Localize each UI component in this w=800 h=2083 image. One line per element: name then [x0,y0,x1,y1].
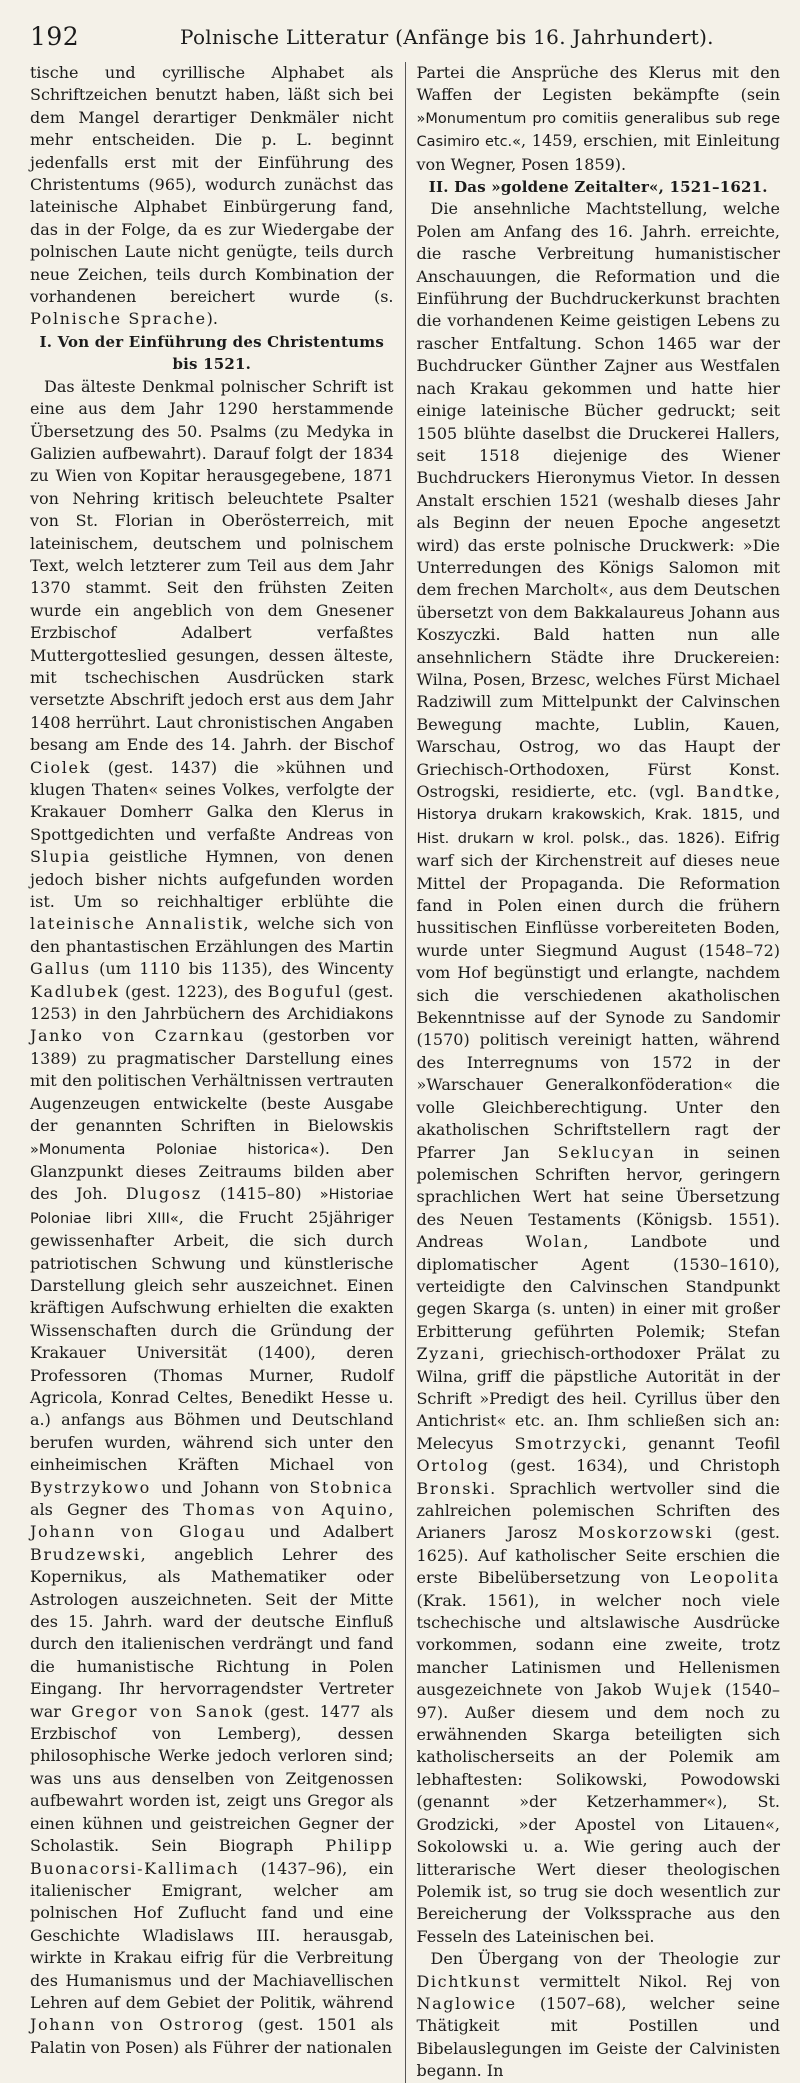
section-heading: I. Von der Einführung des Christentums bis 1521. [39,332,384,374]
page-number: 192 [30,22,80,51]
cross-reference[interactable]: Polnische Sprache [30,309,207,329]
right-column [406,62,781,2083]
paragraph: Das älteste Denkmal polnischer Schrift ist eine aus dem Jahr 1290 herstammende Übersetzung des 50. Psalms (zu Medyka in Galizien aufbewahrt). Darauf folgt der 1834 zu Wien von Kopitar herausgegebene, 1871 von Nehring kritisch beleuchtete Psalter von St. Florian in Oberösterreich, mit lateinischem, deutschem und polnischem Text, welch letzterer zum Teil aus dem Jahr 1370 stammt. Seit den frühsten Zeiten wurde ein angeblich von dem Gnesener Erzbischof Adalbert verfaßtes Muttergotteslied gesungen, dessen älteste, mit tschechischen Ausdrücken stark versetzte Abschrift jedoch erst aus dem Jahr 1408 herrührt. Laut chronistischen Angaben besang am Ende des 14. Jahrh. der Bischof Ciolek (gest. 1437) die »kühnen und klugen Thaten« seines Volkes, verfolgte der Krakauer Domherr Galka den Klerus in Spottgedichten und verfaßte Andreas von Slupia geistliche Hymnen, von denen jedoch bisher nichts aufgefunden worden ist. Um so reichhaltiger erblühte die lateinische Annalistik, welche sich von den phantastischen Erzählungen des Martin Gallus (um 1110 bis 1135), des Wincenty Kadlubek (gest. 1223), des Boguful (gest. 1253) in den Jahrbüchern des Archidiakons Janko von Czarnkau (gestorben vor 1389) zu pragmatischer Darstellung eines mit den politischen Verhältnissen vertrauten Augenzeugen entwickelte (beste Ausgabe der genannten Schriften in Bielowskis »Monumenta Poloniae historica«). Den Glanzpunkt dieses Zeitraums bilden aber des Joh. Dlugosz (1415–80) »Historiae Poloniae libri XIII«, die Frucht 25jähriger gewissenhafter Arbeit, die sich durch patriotischen Schwung und künstlerische Darstellung gleich sehr auszeichnet. Einen kräftigen Aufschwung erhielten die exakten Wissenschaften durch die Gründung der Krakauer Universität (1400), deren Professoren (Thomas Murner, Rudolf Agricola, Konrad Celtes, Benedikt Hesse u. a.) anfangs aus Böhmen und Deutschland berufen wurden, während sich unter den einheimischen Kräften Michael von Bystrzykowo und Johann von Stobnica als Gegner des Thomas von Aquino, Johann von Glogau und Adalbert Brudzewski, angeblich Lehrer des Kopernikus, als Mathematiker oder Astrologen auszeichneten. Seit der Mitte des 15. Jahrh. ward der deutsche Einfluß durch den italienischen verdrängt und fand die humanistische Richtung in Polen Eingang. Ihr hervorragendster Vertreter war Gregor von Sanok (gest. 1477 als Erzbischof von Lemberg), dessen philosophische Werke jedoch verloren sind; was uns aus denselben von Zeitgenossen aufbewahrt worden ist, zeigt uns Gregor als einen kühnen und geistreichen Gegner der Scholastik. Sein Biograph Philipp Buonacorsi-Kallimach (1437–96), ein italienischer Emigrant, welcher am polnischen Hof Zuflucht fand und eine Geschichte Wladislaws III. herausgab, wirkte in Krakau eifrig für die Verbreitung des Humanismus und der Machiavellischen Lehren auf dem Gebiet der Politik, während Johann von Ostrorog (gest. 1501 als Palatin von Posen) als Führer der nationalen [30,376,394,2057]
paragraph: tische und cyrillische Alphabet als Schriftzeichen benutzt haben, läßt sich bei dem Mangel derartiger Denkmäler nicht mehr entscheiden. Die p. L. beginnt jedenfalls erst mit der Einführung des Christentums (965), wodurch zunächst das lateinische Alphabet Einbürgerung fand, das in der Folge, da es zur Wiedergabe der polnischen Laute nicht genügte, teils durch neue Zeichen, teils durch Kombination der vorhandenen bereichert wurde (s. Polnische Sprache). [30,63,394,329]
running-head: Polnische Litteratur (Anfänge bis 16. Jahrhundert). [180,25,714,49]
paragraph: Die ansehnliche Machtstellung, welche Polen am Anfang des 16. Jahrh. erreichte, die rasche Verbreitung humanistischer Anschauungen, die Reformation und die Einführung der Buchdruckerkunst brachten die vorhandenen Keime geistigen Lebens zu rascher Entfaltung. Schon 1465 war der Buchdrucker Günther Zajner aus Westfalen nach Krakau gekommen und hatte hier einige lateinische Bücher gedruckt; seit 1505 blühte daselbst die Druckerei Hallers, seit 1518 diejenige des Wiener Buchdruckers Hieronymus Vietor. In dessen Anstalt erschien 1521 (weshalb dieses Jahr als Beginn der neuen Epoche angesetzt wird) das erste polnische Druckwerk: »Die Unterredungen des Königs Salomon mit dem frechen Marcholt«, aus dem Deutschen übersetzt von dem Bakkalaureus Johann aus Koszyczki. Bald hatten nun alle ansehnlichern Städte ihre Druckereien: Wilna, Posen, Brzesc, welches Fürst Michael Radziwill zum Mittelpunkt der Calvinschen Bewegung machte, Lublin, Kauen, Warschau, Ostrog, wo das Haupt der Griechisch-Orthodoxen, Fürst Konst. Ostrogski, residierte, etc. (vgl. Bandtke, Historya drukarn krakowskich, Krak. 1815, und Hist. drukarn w krol. polsk., das. 1826). Eifrig warf sich der Kirchenstreit auf dieses neue Mittel der Propaganda. Die Reformation fand in Polen einen durch die frühern hussitischen Einflüsse vorbereiteten Boden, wurde unter Siegmund August (1548–72) vom Hof begünstigt und erlangte, nachdem sich die verschiedenen akatholischen Bekenntnisse auf der Synode zu Sandomir (1570) politisch vereinigt hatten, während des Interregnums von 1572 in der »Warschauer Generalkonföderation« die volle Gleichberechtigung. Unter den akatholischen Schriftstellern ragt der Pfarrer Jan Seklucyan in seinen polemischen Schriften hervor, geringern sprachlichen Wert hat seine Übersetzung des Neuen Testaments (Königsb. 1551). Andreas Wolan, Landbote und diplomatischer Agent (1530–1610), verteidigte den Calvinschen Standpunkt gegen Skarga (s. unten) in einer mit großer Erbitterung geführten Polemik; Stefan Zyzani, griechisch-orthodoxer Prälat zu Wilna, griff die päpstliche Autorität in der Schrift »Predigt des heil. Cyrillus über den Antichrist« etc. an. Ihm schließen sich an: Melecyus Smotrzycki, genannt Teofil Ortolog (gest. 1634), und Christoph Bronski. Sprachlich wertvoller sind die zahlreichen polemischen Schriften des Arianers Jarosz Moskorzowski (gest. 1625). Auf katholischer Seite erschien die erste Bibelübersetzung von Leopolita (Krak. 1561), in welcher noch viele tschechische und altslawische Ausdrücke vorkommen, sodann eine zweite, trotz mancher Latinismen und Hellenismen ausgezeichnete von Jakob Wujek (1540–97). Außer diesem und dem noch zu erwähnenden Skarga beteiligten sich katholischerseits an der Polemik am lebhaftesten: Solikowski, Powodowski (genannt »der Ketzerhammer«), St. Grodzicki, »der Apostel von Litauen«, Sokolowski u. a. Wie gering auch der litterarische Wert dieser theologischen Polemik ist, so trug sie doch wesentlich zur Bereicherung der Volkssprache aus den Fesseln des Lateinischen bei. [416,199,781,1946]
two-column-body [30,62,780,2083]
page-header [30,22,780,54]
paragraph: Partei die Ansprüche des Klerus mit den Waffen der Legisten bekämpfte (sein »Monumentum pro comitiis generalibus sub rege Casimiro etc.«, 1459, erschien, mit Einleitung von Wegner, Posen 1859). [416,63,781,174]
left-column [30,62,406,2083]
paragraph: Den Übergang von der Theologie zur Dichtkunst vermittelt Nikol. Rej von Naglowice (1507–68), welcher seine Thätigkeit mit Postillen und Bibelauslegungen im Geiste der Calvinisten begann. In [416,1949,780,2081]
section-heading: II. Das »goldene Zeitalter«, 1521–1621. [428,178,768,197]
